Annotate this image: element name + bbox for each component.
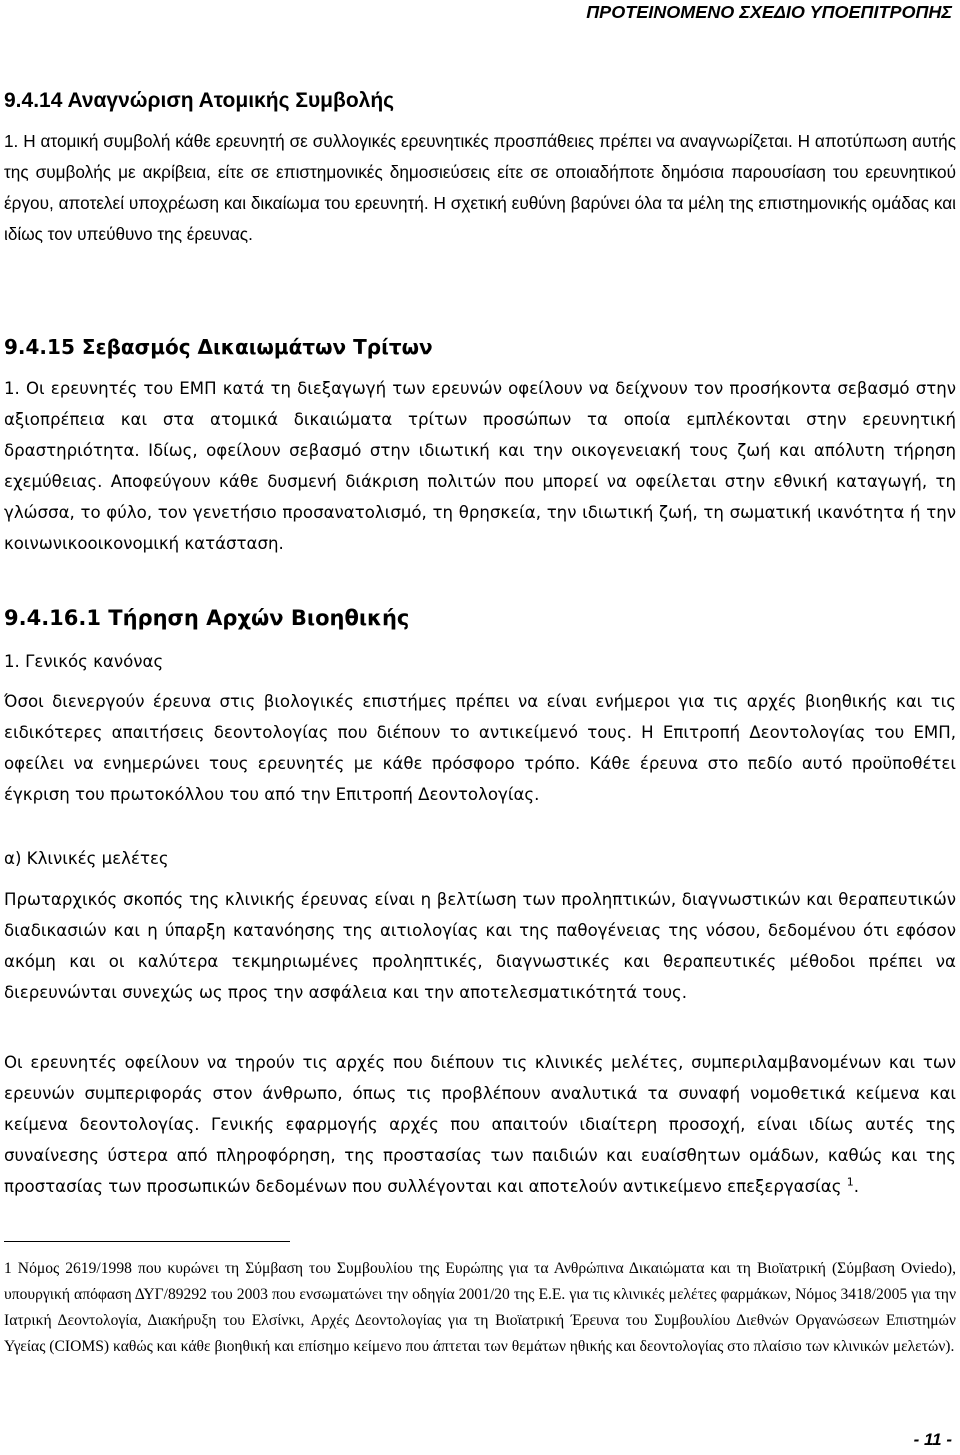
footnote-text: Νόμος 2619/1998 που κυρώνει τη Σύμβαση του Συμβουλίου της Ευρώπης για τα Ανθρώπινα Δικαιώματα και τη Βιοϊατρική (Σύμβαση Oviedo), υπουργική απόφαση ΔΥΓ/89292 του 2003 που ενσωματώνει την οδηγία 2001/20 της Ε.Ε. για τις κλινικές μελέτες φαρμάκων, Νόμος 3418/2005 για την Ιατρική Δεοντολογία, Διακήρυξη του Ελσίνκι, Αρχές Δεοντολογίας για τη Βιοϊατρική Έρευνα του Συμβουλίου Διεθνών Οργανώσεων Επιστημών Υγείας (CIOMS) καθώς και κάθε βιοηθική και επίσημο κείμενο που άπτεται των θεμάτων ηθικής και δεοντολογίας στο πλαίσιο των κλινικών μελετών).	[4, 1260, 956, 1355]
section-heading-9-4-16-1: 9.4.16.1 Τήρηση Αρχών Βιοηθικής	[4, 606, 410, 630]
footnote-reference[interactable]: 1	[846, 1175, 854, 1189]
document-header: ΠΡΟΤΕΙΝΟΜΕΝΟ ΣΧΕΔΙΟ ΥΠΟΕΠΙΤΡΟΠΗΣ	[586, 2, 952, 22]
footnote-number: 1	[4, 1260, 12, 1277]
sentence-end: .	[853, 1177, 859, 1196]
paragraph-clinical-purpose: Πρωταρχικός σκοπός της κλινικής έρευνας είναι η βελτίωση των προληπτικών, διαγνωστικών και θεραπευτικών διαδικασιών και η ύπαρξη κατανόησης της αιτιολογίας και της παθογένειας της νόσου, δεδομένου ότι εφόσον ακόμη και οι καλύτερα τεκμηριωμένες προληπτικές, διαγνωστικές και θεραπευτικές μέθοδοι πρέπει να διερευνώνται συνεχώς ως προς την ασφάλεια και την αποτελεσματικότητά τους.	[4, 890, 956, 1002]
paragraph-third-party-rights: 1. Οι ερευνητές του ΕΜΠ κατά τη διεξαγωγή των ερευνών οφείλουν να δείχνουν τον προσήκοντα σεβασμό στην αξιοπρέπεια και στα ατομικά δικαιώματα τρίτων προσώπων τα οποία εμπλέκονται στην ερευνητική δραστηριότητα. Ιδίως, οφείλουν σεβασμό στην ιδιωτική και την οικογενειακή τους ζωή και απόλυτη τήρηση εχεμύθειας. Αποφεύγουν κάθε δυσμενή διάκριση πολιτών που μπορεί να οφείλεται στην εθνική καταγωγή, τη γλώσσα, το φύλο, τον γενετήσιο προσανατολισμό, τη θρησκεία, την ιδιωτική ζωή, τη σωματική ικανότητα ή την κοινωνικοοικονομική κατάσταση.	[4, 379, 956, 553]
paragraph-general-rule: Όσοι διενεργούν έρευνα στις βιολογικές επιστήμες πρέπει να είναι ενήμεροι για τις αρχές βιοηθικής και τις ειδικότερες απαιτήσεις δεοντολογίας που διέπουν το αντικείμενό τους. Η Επιτροπή Δεοντολογίας του ΕΜΠ, οφείλει να ενημερώνει τους ερευνητές με κάθε πρόσφορο τρόπο. Κάθε έρευνα στο πεδίο αυτό προϋποθέτει έγκριση του πρωτοκόλλου του από την Επιτροπή Δεοντολογίας.	[4, 692, 956, 804]
clinical-principles-text: Οι ερευνητές οφείλουν να τηρούν τις αρχές που διέπουν τις κλινικές μελέτες, συμπεριλαμβανομένων και των ερευνών συμπεριφοράς στον άνθρωπο, όπως τις προβλέπουν αναλυτικά τα συναφή νομοθετικά κείμενα και κείμενα δεοντολογίας. Γενικής εφαρμογής αρχές που απαιτούν ιδιαίτερη προσοχή, είναι ιδίως αυτές της συναίνεσης ύστερα από πληροφόρηση, της προστασίας των παιδιών και ευαίσθητων ομάδων, καθώς και της προστασίας των προσωπικών δεδομένων που συλλέγονται και αποτελούν αντικείμενο επεξεργασίας	[4, 1053, 956, 1196]
paragraph-clinical-principles	[4, 1047, 956, 1202]
paragraph-individual-contribution: 1. Η ατομική συμβολή κάθε ερευνητή σε συλλογικές ερευνητικές προσπάθειες πρέπει να αναγνωρίζεται. Η αποτύπωση αυτής της συμβολής με ακρίβεια, είτε σε επιστημονικές δημοσιεύσεις είτε σε οποιαδήποτε δημόσια παρουσίαση του ερευνητικού έργου, αποτελεί υποχρέωση και δικαίωμα του ερευνητή. Η σχετική ευθύνη βαρύνει όλα τα μέλη της επιστημονικής ομάδας και ιδίως τον υπεύθυνο της έρευνας.	[4, 131, 956, 244]
section-heading-9-4-14: 9.4.14 Αναγνώριση Ατομικής Συμβολής	[4, 89, 395, 112]
footnote-separator	[4, 1241, 290, 1242]
section-heading-9-4-15: 9.4.15 Σεβασμός Δικαιωμάτων Τρίτων	[4, 335, 433, 359]
footnote	[4, 1256, 956, 1360]
page-number: - 11 -	[913, 1430, 952, 1449]
clinical-studies-label: α) Κλινικές μελέτες	[4, 849, 169, 868]
general-rule-label: 1. Γενικός κανόνας	[4, 652, 164, 671]
